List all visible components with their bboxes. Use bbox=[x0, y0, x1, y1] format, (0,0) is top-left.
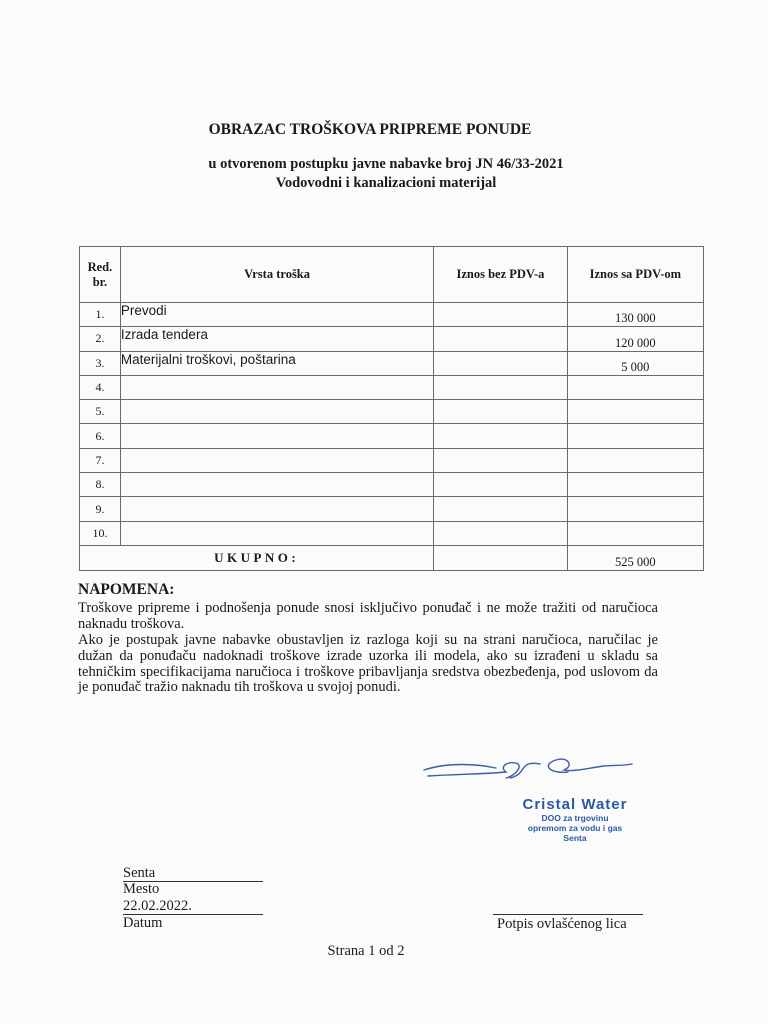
table-row bbox=[80, 473, 704, 497]
row-net bbox=[434, 424, 567, 448]
row-no: 2. bbox=[80, 327, 121, 351]
handwritten-signature bbox=[418, 752, 638, 788]
row-type: Prevodi bbox=[120, 303, 433, 327]
row-type: Materijalni troškovi, poštarina bbox=[120, 351, 433, 375]
row-type: Izrada tendera bbox=[120, 327, 433, 351]
header-gross: Iznos sa PDV-om bbox=[567, 247, 703, 303]
row-gross: 120 000 bbox=[567, 327, 703, 351]
place-label: Mesto bbox=[123, 881, 160, 897]
row-gross: 5 000 bbox=[567, 351, 703, 375]
costs-table bbox=[79, 246, 704, 571]
row-type bbox=[120, 375, 433, 399]
row-net bbox=[434, 497, 567, 521]
table-row bbox=[80, 327, 704, 351]
total-net bbox=[434, 545, 567, 570]
row-net bbox=[434, 448, 567, 472]
header-type: Vrsta troška bbox=[120, 247, 433, 303]
row-no: 7. bbox=[80, 448, 121, 472]
note-paragraph-2: Ako je postupak javne nabavke obustavljen iz razloga koji su na strani naručioca, naručilac je dužan da ponuđaču nadoknadi troškove izrade uzorka ili modela, ako su izrađeni u skladu sa tehničkim specifikacijama naručioca i troškove pribavljanja sredstva obezbeđenja, pod uslovom da je ponuđač tražio naknadu tih troškova u svojoj ponudi. bbox=[78, 632, 658, 696]
row-no: 3. bbox=[80, 351, 121, 375]
stamp-line-1: DOO za trgovinu bbox=[541, 813, 609, 823]
company-stamp bbox=[495, 796, 655, 843]
row-net bbox=[434, 400, 567, 424]
row-type bbox=[120, 497, 433, 521]
row-no: 9. bbox=[80, 497, 121, 521]
row-net bbox=[434, 375, 567, 399]
total-label: UKUPNO: bbox=[80, 545, 434, 570]
page-number: Strana 1 od 2 bbox=[327, 943, 405, 959]
row-type bbox=[120, 400, 433, 424]
row-no: 5. bbox=[80, 400, 121, 424]
date-value: 22.02.2022. bbox=[123, 898, 263, 915]
row-type bbox=[120, 521, 433, 545]
table-row bbox=[80, 448, 704, 472]
row-gross: 130 000 bbox=[567, 303, 703, 327]
row-gross bbox=[567, 424, 703, 448]
row-net bbox=[434, 521, 567, 545]
form-title: OBRAZAC TROŠKOVA PRIPREME PONUDE bbox=[208, 121, 532, 138]
note-paragraph-1: Troškove pripreme i podnošenja ponude snosi isključivo ponuđač i ne može tražiti od naručioca naknadu troškova. bbox=[78, 600, 658, 632]
row-net bbox=[434, 351, 567, 375]
row-gross bbox=[567, 497, 703, 521]
header-net: Iznos bez PDV-a bbox=[434, 247, 567, 303]
table-header-row bbox=[80, 247, 704, 303]
stamp-line-2: opremom za vodu i gas bbox=[527, 823, 623, 833]
table-row bbox=[80, 521, 704, 545]
row-gross bbox=[567, 375, 703, 399]
row-no: 1. bbox=[80, 303, 121, 327]
total-row bbox=[80, 545, 704, 570]
table-row bbox=[80, 303, 704, 327]
row-no: 6. bbox=[80, 424, 121, 448]
row-gross bbox=[567, 448, 703, 472]
row-gross bbox=[567, 521, 703, 545]
row-no: 4. bbox=[80, 375, 121, 399]
date-label: Datum bbox=[123, 915, 163, 931]
table-row bbox=[80, 375, 704, 399]
table-row bbox=[80, 351, 704, 375]
signature-line bbox=[493, 914, 643, 915]
procurement-subtitle: u otvorenom postupku javne nabavke broj JN 46/33-2021 bbox=[208, 156, 564, 172]
row-type bbox=[120, 473, 433, 497]
row-net bbox=[434, 327, 567, 351]
procurement-subject: Vodovodni i kanalizacioni materijal bbox=[275, 175, 497, 191]
row-type bbox=[120, 424, 433, 448]
row-type bbox=[120, 448, 433, 472]
table-row bbox=[80, 497, 704, 521]
stamp-line-3: Senta bbox=[563, 833, 587, 843]
header-no: Red. br. bbox=[80, 247, 121, 303]
note-title: NAPOMENA: bbox=[78, 581, 175, 598]
row-net bbox=[434, 303, 567, 327]
row-net bbox=[434, 473, 567, 497]
row-gross bbox=[567, 400, 703, 424]
stamp-company-name: Cristal Water bbox=[522, 796, 628, 813]
signature-label: Potpis ovlašćenog lica bbox=[497, 916, 627, 932]
row-no: 8. bbox=[80, 473, 121, 497]
row-no: 10. bbox=[80, 521, 121, 545]
table-row bbox=[80, 400, 704, 424]
table-row bbox=[80, 424, 704, 448]
row-gross bbox=[567, 473, 703, 497]
place-value: Senta bbox=[123, 865, 263, 882]
total-gross: 525 000 bbox=[567, 545, 703, 570]
